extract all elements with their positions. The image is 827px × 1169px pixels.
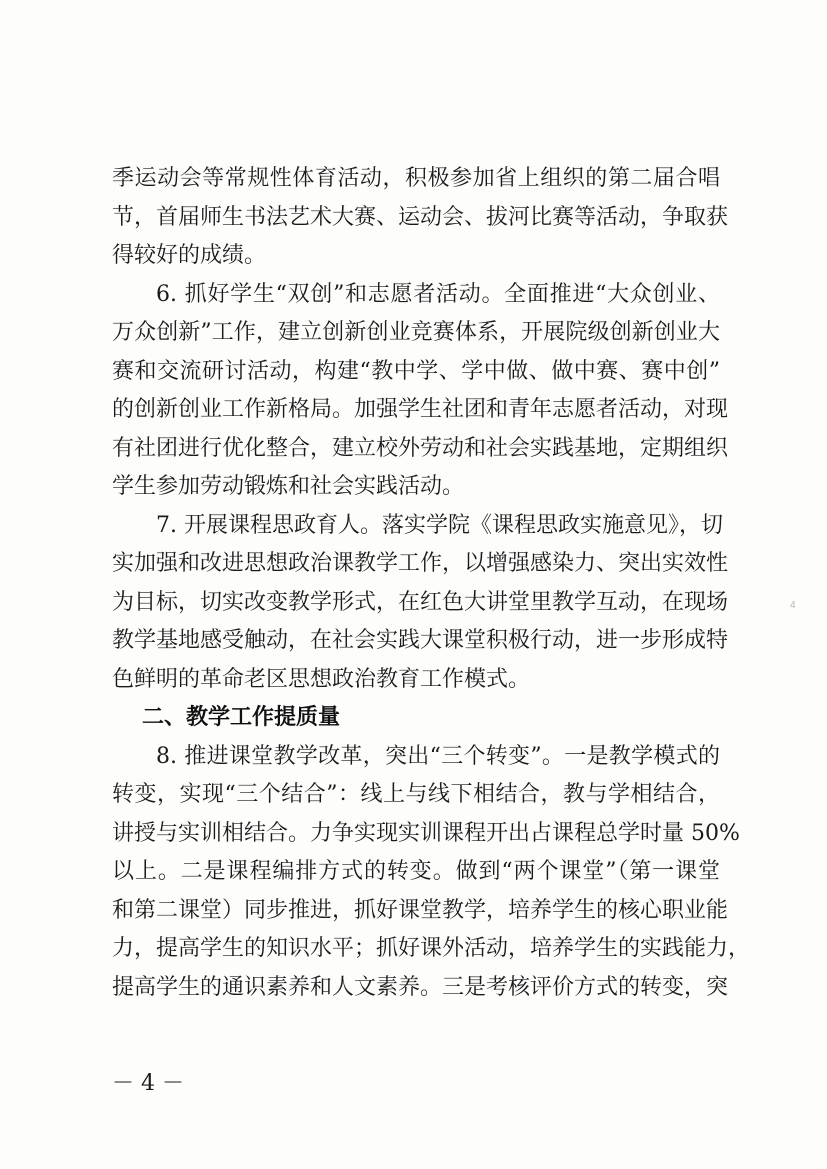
margin-mark: 4 <box>790 600 796 611</box>
paragraph-group-after-heading <box>112 738 751 1008</box>
paragraph-p8-line-3: 讲授与实训相结合。力争实现实训课程开出占课程总学时量 50% <box>112 820 740 846</box>
document-body <box>112 160 751 1007</box>
paragraph-p8-line-5: 和第二课堂）同步推进，抓好课堂教学，培养学生的核心职业能 <box>112 897 729 923</box>
paragraph-p8-line-7: 提高学生的通识素养和人文素养。三是考核评价方式的转变，突 <box>112 974 729 1000</box>
paragraph-p8-line-2: 转变，实现“三个结合”：线上与线下相结合，教与学相结合， <box>112 782 720 807</box>
paragraph-p1-line-2: 节，首届师生书法艺术大赛、运动会、拔河比赛等活动，争取获 <box>112 204 729 230</box>
paragraph-p7-line-3: 为目标，切实改变教学形式，在红色大讲堂里教学互动，在现场 <box>112 589 729 615</box>
paragraph-p6-line-1: 6. 抓好学生“双创”和志愿者活动。全面推进“大众创业、 <box>156 281 720 307</box>
paragraph-p8-line-4: 以上。二是课程编排方式的转变。做到“两个课堂”（第一课堂 <box>112 859 720 884</box>
paragraph-p8-line-1: 8. 推进课堂教学改革，突出“三个转变”。一是教学模式的 <box>156 743 720 769</box>
paragraph-p6-line-4: 的创新创业工作新格局。加强学生社团和青年志愿者活动，对现 <box>112 397 729 422</box>
paragraph-p7-line-4: 教学基地感受触动，在社会实践大课堂积极行动，进一步形成特 <box>112 628 729 653</box>
paragraph-p6-line-3: 赛和交流研讨活动，构建“教中学、学中做、做中赛、赛中创” <box>112 358 720 384</box>
paragraph-p6-line-2: 万众创新”工作，建立创新创业竞赛体系，开展院级创新创业大 <box>112 320 720 345</box>
paragraph-p6-line-6: 学生参加劳动锻炼和社会实践活动。 <box>112 474 465 499</box>
paragraph-p7-line-2: 实加强和改进思想政治课教学工作，以增强感染力、突出实效性 <box>112 551 729 576</box>
section-heading: 二、教学工作提质量 <box>142 705 341 730</box>
paragraph-p6-line-5: 有社团进行优化整合，建立校外劳动和社会实践基地，定期组织 <box>112 435 729 461</box>
paragraph-group-before-heading <box>112 160 729 699</box>
page-number: － 4 － <box>112 1071 184 1096</box>
paragraph-p7-line-5: 色鲜明的革命老区思想政治教育工作模式。 <box>112 666 531 692</box>
paragraph-p8-line-6: 力，提高学生的知识水平；抓好课外活动，培养学生的实践能力， <box>112 936 751 961</box>
paragraph-p1-line-3: 得较好的成绩。 <box>112 243 267 268</box>
paragraph-p1-line-1: 季运动会等常规性体育活动，积极参加省上组织的第二届合唱 <box>112 166 720 191</box>
paragraph-p7-line-1: 7. 开展课程思政育人。落实学院《课程思政实施意见》，切 <box>156 512 723 538</box>
